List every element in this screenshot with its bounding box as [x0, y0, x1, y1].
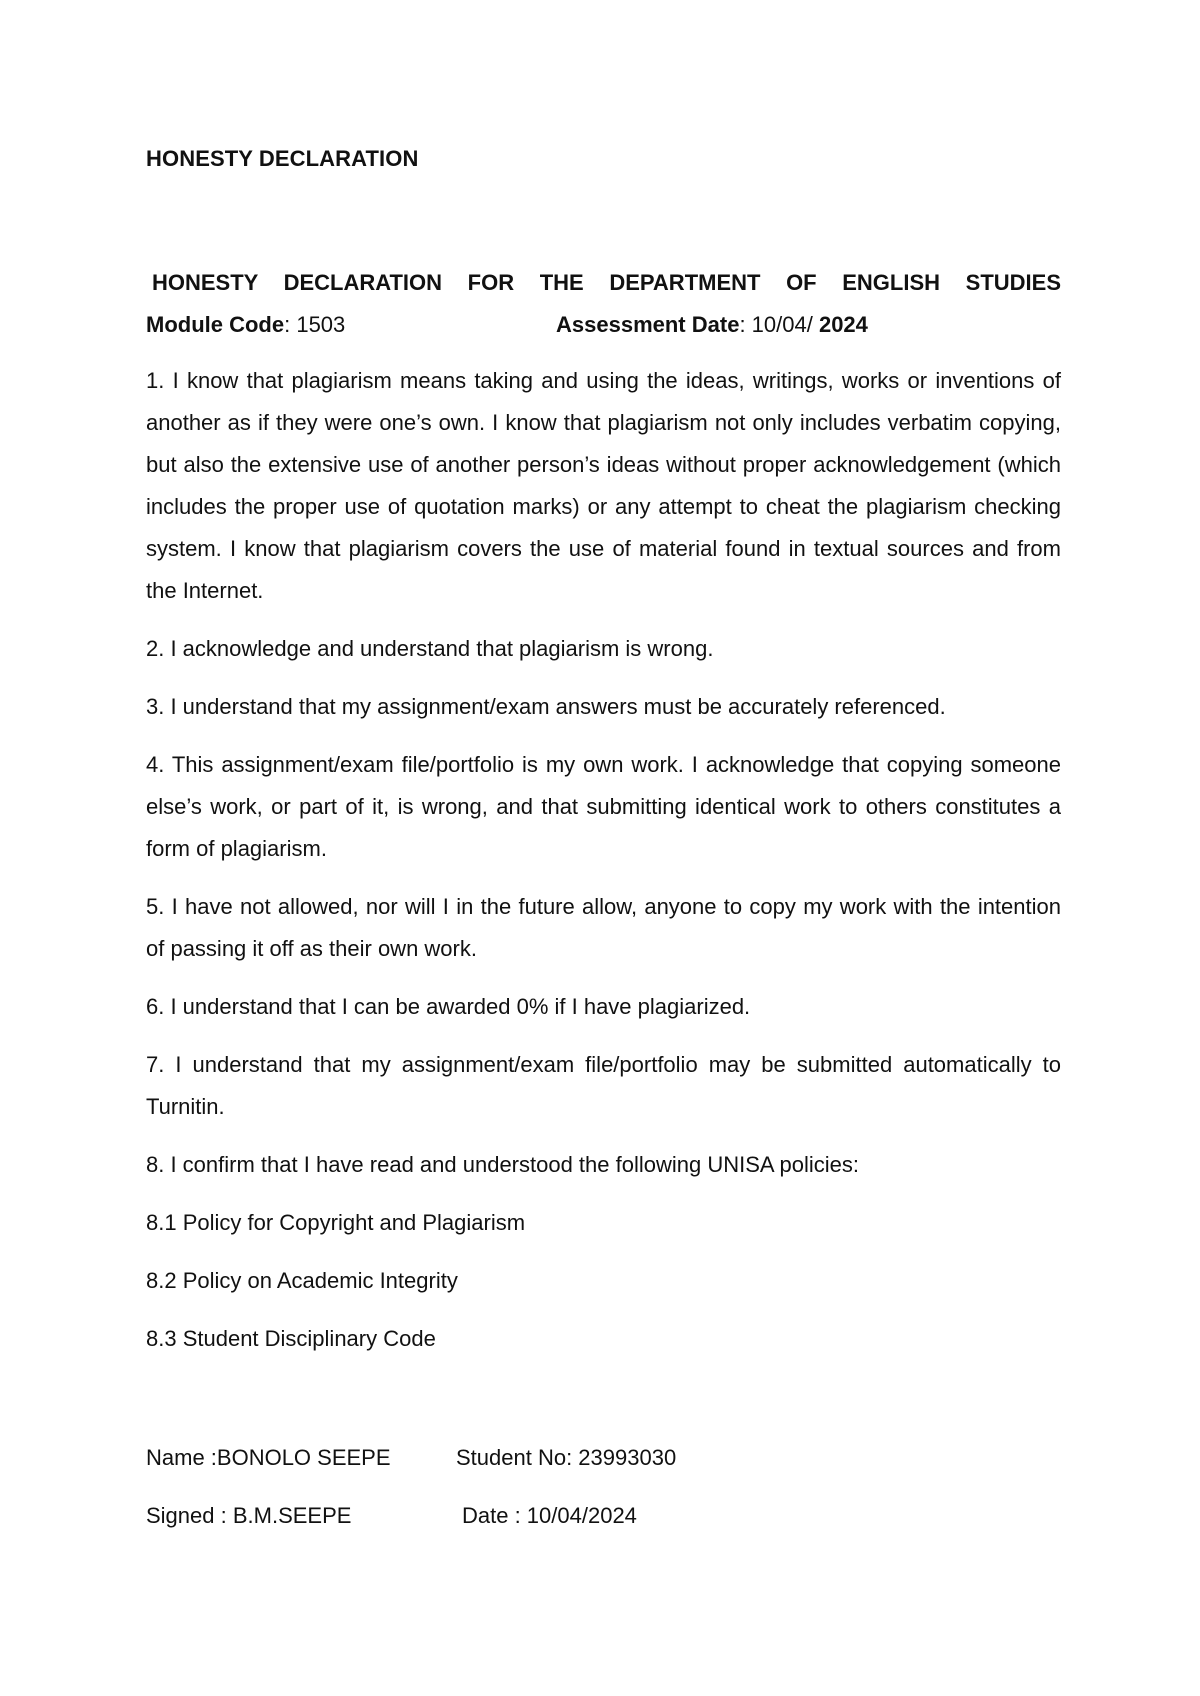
assessment-date-year: 2024 — [818, 312, 868, 337]
signature-date: Date : 10/04/2024 — [462, 1503, 637, 1528]
statement-5: 5. I have not allowed, nor will I in the future allow, anyone to copy my work with the intention of passing it off as their own work. — [146, 894, 1061, 961]
module-code-label: Module Code — [146, 312, 285, 337]
policy-item: 8.3 Student Disciplinary Code — [146, 1326, 436, 1351]
signature-block — [146, 1437, 676, 1553]
declaration-heading: HONESTY DECLARATION FOR THE DEPARTMENT OF ENGLISH STUDIES — [152, 270, 1061, 295]
statement-4: 4. This assignment/exam file/portfolio is my own work. I acknowledge that copying someone else’s work, or part of it, is wrong, and that submitting identical work to others constitutes a form of plagiarism. — [146, 752, 1061, 861]
declaration-body — [146, 262, 1061, 1376]
assessment-date-label: Assessment Date — [556, 312, 740, 337]
statement-8: 8. I confirm that I have read and understood the following UNISA policies: — [146, 1152, 859, 1177]
signature: Signed : B.M.SEEPE — [146, 1503, 352, 1528]
statement-2: 2. I acknowledge and understand that plagiarism is wrong. — [146, 636, 714, 661]
statement-1: 1. I know that plagiarism means taking and using the ideas, writings, works or inventions of another as if they were one’s own. I know that plagiarism not only includes verbatim copying, but also the extensive use of another person’s ideas without proper acknowledgement (which includes the proper use of quotation marks) or any attempt to cheat the plagiarism checking system. I know that plagiarism covers the use of material found in textual sources and from the Internet. — [146, 368, 1061, 603]
module-code-value: : 1503 — [284, 312, 346, 337]
statement-6: 6. I understand that I can be awarded 0% if I have plagiarized. — [146, 994, 751, 1019]
assessment-date — [556, 304, 1061, 346]
signed-row — [146, 1495, 676, 1537]
meta-row — [146, 304, 1061, 346]
student-name: Name :BONOLO SEEPE — [146, 1445, 391, 1470]
assessment-date-value: : 10/04/ — [739, 312, 819, 337]
statement-3: 3. I understand that my assignment/exam answers must be accurately referenced. — [146, 694, 946, 719]
student-number: Student No: 23993030 — [456, 1445, 677, 1470]
name-row — [146, 1437, 676, 1479]
document-title: HONESTY DECLARATION — [146, 146, 419, 171]
module-code — [146, 304, 556, 346]
policy-item: 8.1 Policy for Copyright and Plagiarism — [146, 1210, 526, 1235]
statement-7: 7. I understand that my assignment/exam file/portfolio may be submitted automatically to Turnitin. — [146, 1052, 1061, 1119]
policy-item: 8.2 Policy on Academic Integrity — [146, 1268, 458, 1293]
